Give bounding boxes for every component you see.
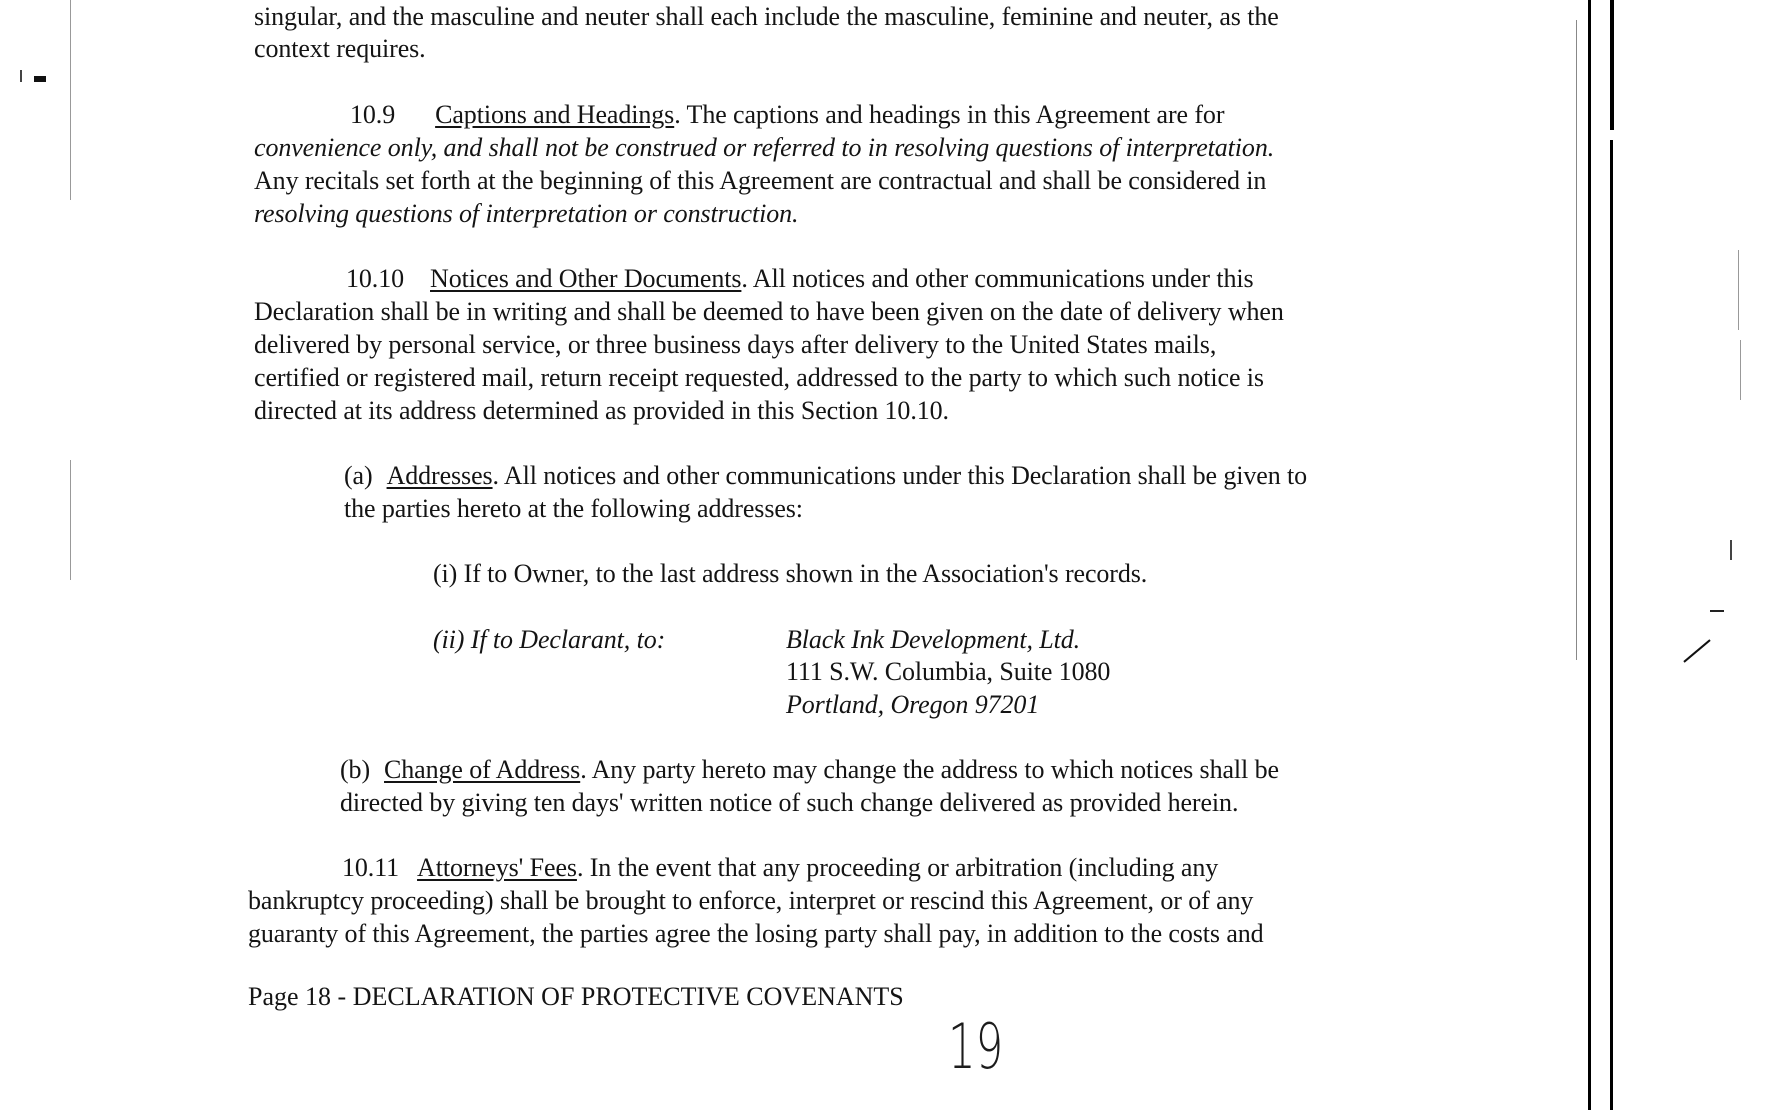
declarant-address-line: Portland, Oregon 97201 [786,690,1040,719]
section-text: . In the event that any proceeding or arbitration (including any [576,853,1219,882]
section-heading: Notices and Other Documents [430,264,742,293]
scan-speck [1710,610,1724,612]
section-heading: Captions and Headings [435,100,675,129]
scan-speck [1740,340,1741,400]
body-text-line: singular, and the masculine and neuter shall each include the masculine, feminine and neuter, as the [254,2,1279,31]
scan-speck [70,0,71,200]
scan-pen-stroke [1683,639,1710,662]
section-number: 10.11 [342,853,400,882]
subsection-text: . Any party hereto may change the address to which notices shall be [580,755,1279,784]
body-text-line: directed by giving ten days' written notice of such change delivered as provided herein. [340,788,1239,817]
scan-border-line [1588,0,1591,1110]
scan-border-line-segment [1610,140,1613,1110]
body-text-line: guaranty of this Agreement, the parties agree the losing party shall pay, in addition to the costs and [248,919,1264,948]
subsection-text: . All notices and other communications under this Declaration shall be given to [492,461,1308,490]
scan-border-faint-line [1576,20,1577,660]
subsection-heading: Change of Address [384,755,581,784]
section-text: . All notices and other communications under this [741,264,1254,293]
scan-speck [1730,540,1732,560]
subsection-b-first-line [340,753,1279,786]
section-10-10-first-line [346,262,1254,295]
item-ii-label: (ii) If to Declarant, to: [433,625,666,654]
section-number: 10.10 [346,264,405,293]
subsection-label: (a) [344,461,373,490]
body-text-line: the parties hereto at the following addresses: [344,494,803,523]
section-text: . The captions and headings in this Agreement are for [674,100,1225,129]
declarant-address-line: 111 S.W. Columbia, Suite 1080 [786,657,1111,686]
item-i: (i) If to Owner, to the last address shown in the Association's records. [433,559,1148,588]
declarant-address-line: Black Ink Development, Ltd. [786,625,1081,654]
body-text-line: delivered by personal service, or three business days after delivery to the United States mails, [254,330,1217,359]
body-text-line: certified or registered mail, return receipt requested, addressed to the party to which such notice is [254,363,1264,392]
body-text-line: bankruptcy proceeding) shall be brought to enforce, interpret or rescind this Agreement, or of any [248,886,1254,915]
scan-speck [1738,250,1739,330]
scan-speck [70,460,71,580]
body-text-line: context requires. [254,34,426,63]
section-number: 10.9 [350,100,396,129]
body-text-line: Declaration shall be in writing and shall be deemed to have been given on the date of delivery when [254,297,1284,326]
subsection-label: (b) [340,755,371,784]
scan-border-line-segment [1610,0,1614,130]
scan-speck [34,76,46,82]
body-text-line: directed at its address determined as provided in this Section 10.10. [254,396,949,425]
section-10-11-first-line [342,851,1218,884]
body-text-line: Any recitals set forth at the beginning of this Agreement are contractual and shall be considered in [254,166,1267,195]
body-text-line: convenience only, and shall not be construed or referred to in resolving questions of interpretation. [254,133,1275,162]
section-heading: Attorneys' Fees [417,853,577,882]
handwritten-page-number: 19 [948,1010,1004,1083]
section-10-9-first-line [350,98,1224,131]
subsection-heading: Addresses [386,461,493,490]
body-text-line: resolving questions of interpretation or construction. [254,199,799,228]
scan-speck [20,70,22,82]
page-footer: Page 18 - DECLARATION OF PROTECTIVE COVENANTS [248,982,904,1011]
subsection-a-first-line [344,459,1307,492]
